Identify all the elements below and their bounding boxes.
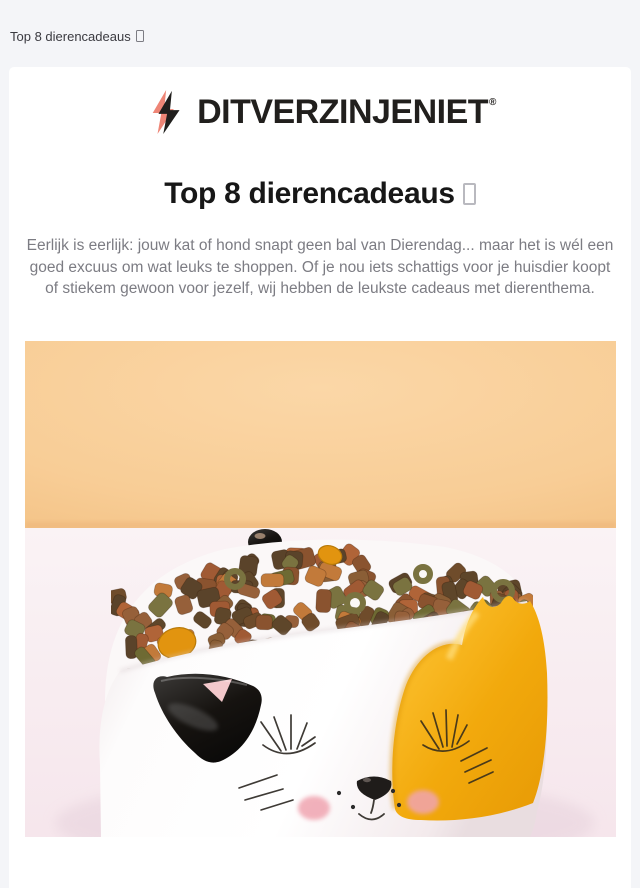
registered-mark: ® — [489, 96, 496, 108]
missing-emoji-glyph — [136, 30, 144, 42]
lightning-bolt-icon — [144, 89, 194, 135]
hero-image-cat-food-bowl[interactable] — [25, 341, 616, 837]
brand-wordmark: DITVERZINJENIET® — [197, 92, 496, 131]
email-subject-preview — [0, 0, 640, 67]
brand-logo[interactable] — [9, 88, 631, 136]
page-title: Top 8 dierencadeaus — [9, 177, 631, 211]
photo-backdrop-orange — [25, 341, 616, 528]
email-body-card — [9, 67, 631, 888]
missing-emoji-glyph — [463, 183, 476, 205]
blush-right — [407, 790, 439, 814]
subject-text: Top 8 dierencadeaus — [10, 29, 131, 44]
intro-paragraph: Eerlijk is eerlijk: jouw kat of hond snapt geen bal van Dierendag... maar het is wél een goed excuus om wat leuks te shoppen. Of je nou iets schattigs voor je huisdier koopt of stiekem gewoon voor jezelf, wij hebben de leukste cadeaus met dierenthema. — [26, 237, 614, 297]
blush-left — [298, 796, 330, 820]
